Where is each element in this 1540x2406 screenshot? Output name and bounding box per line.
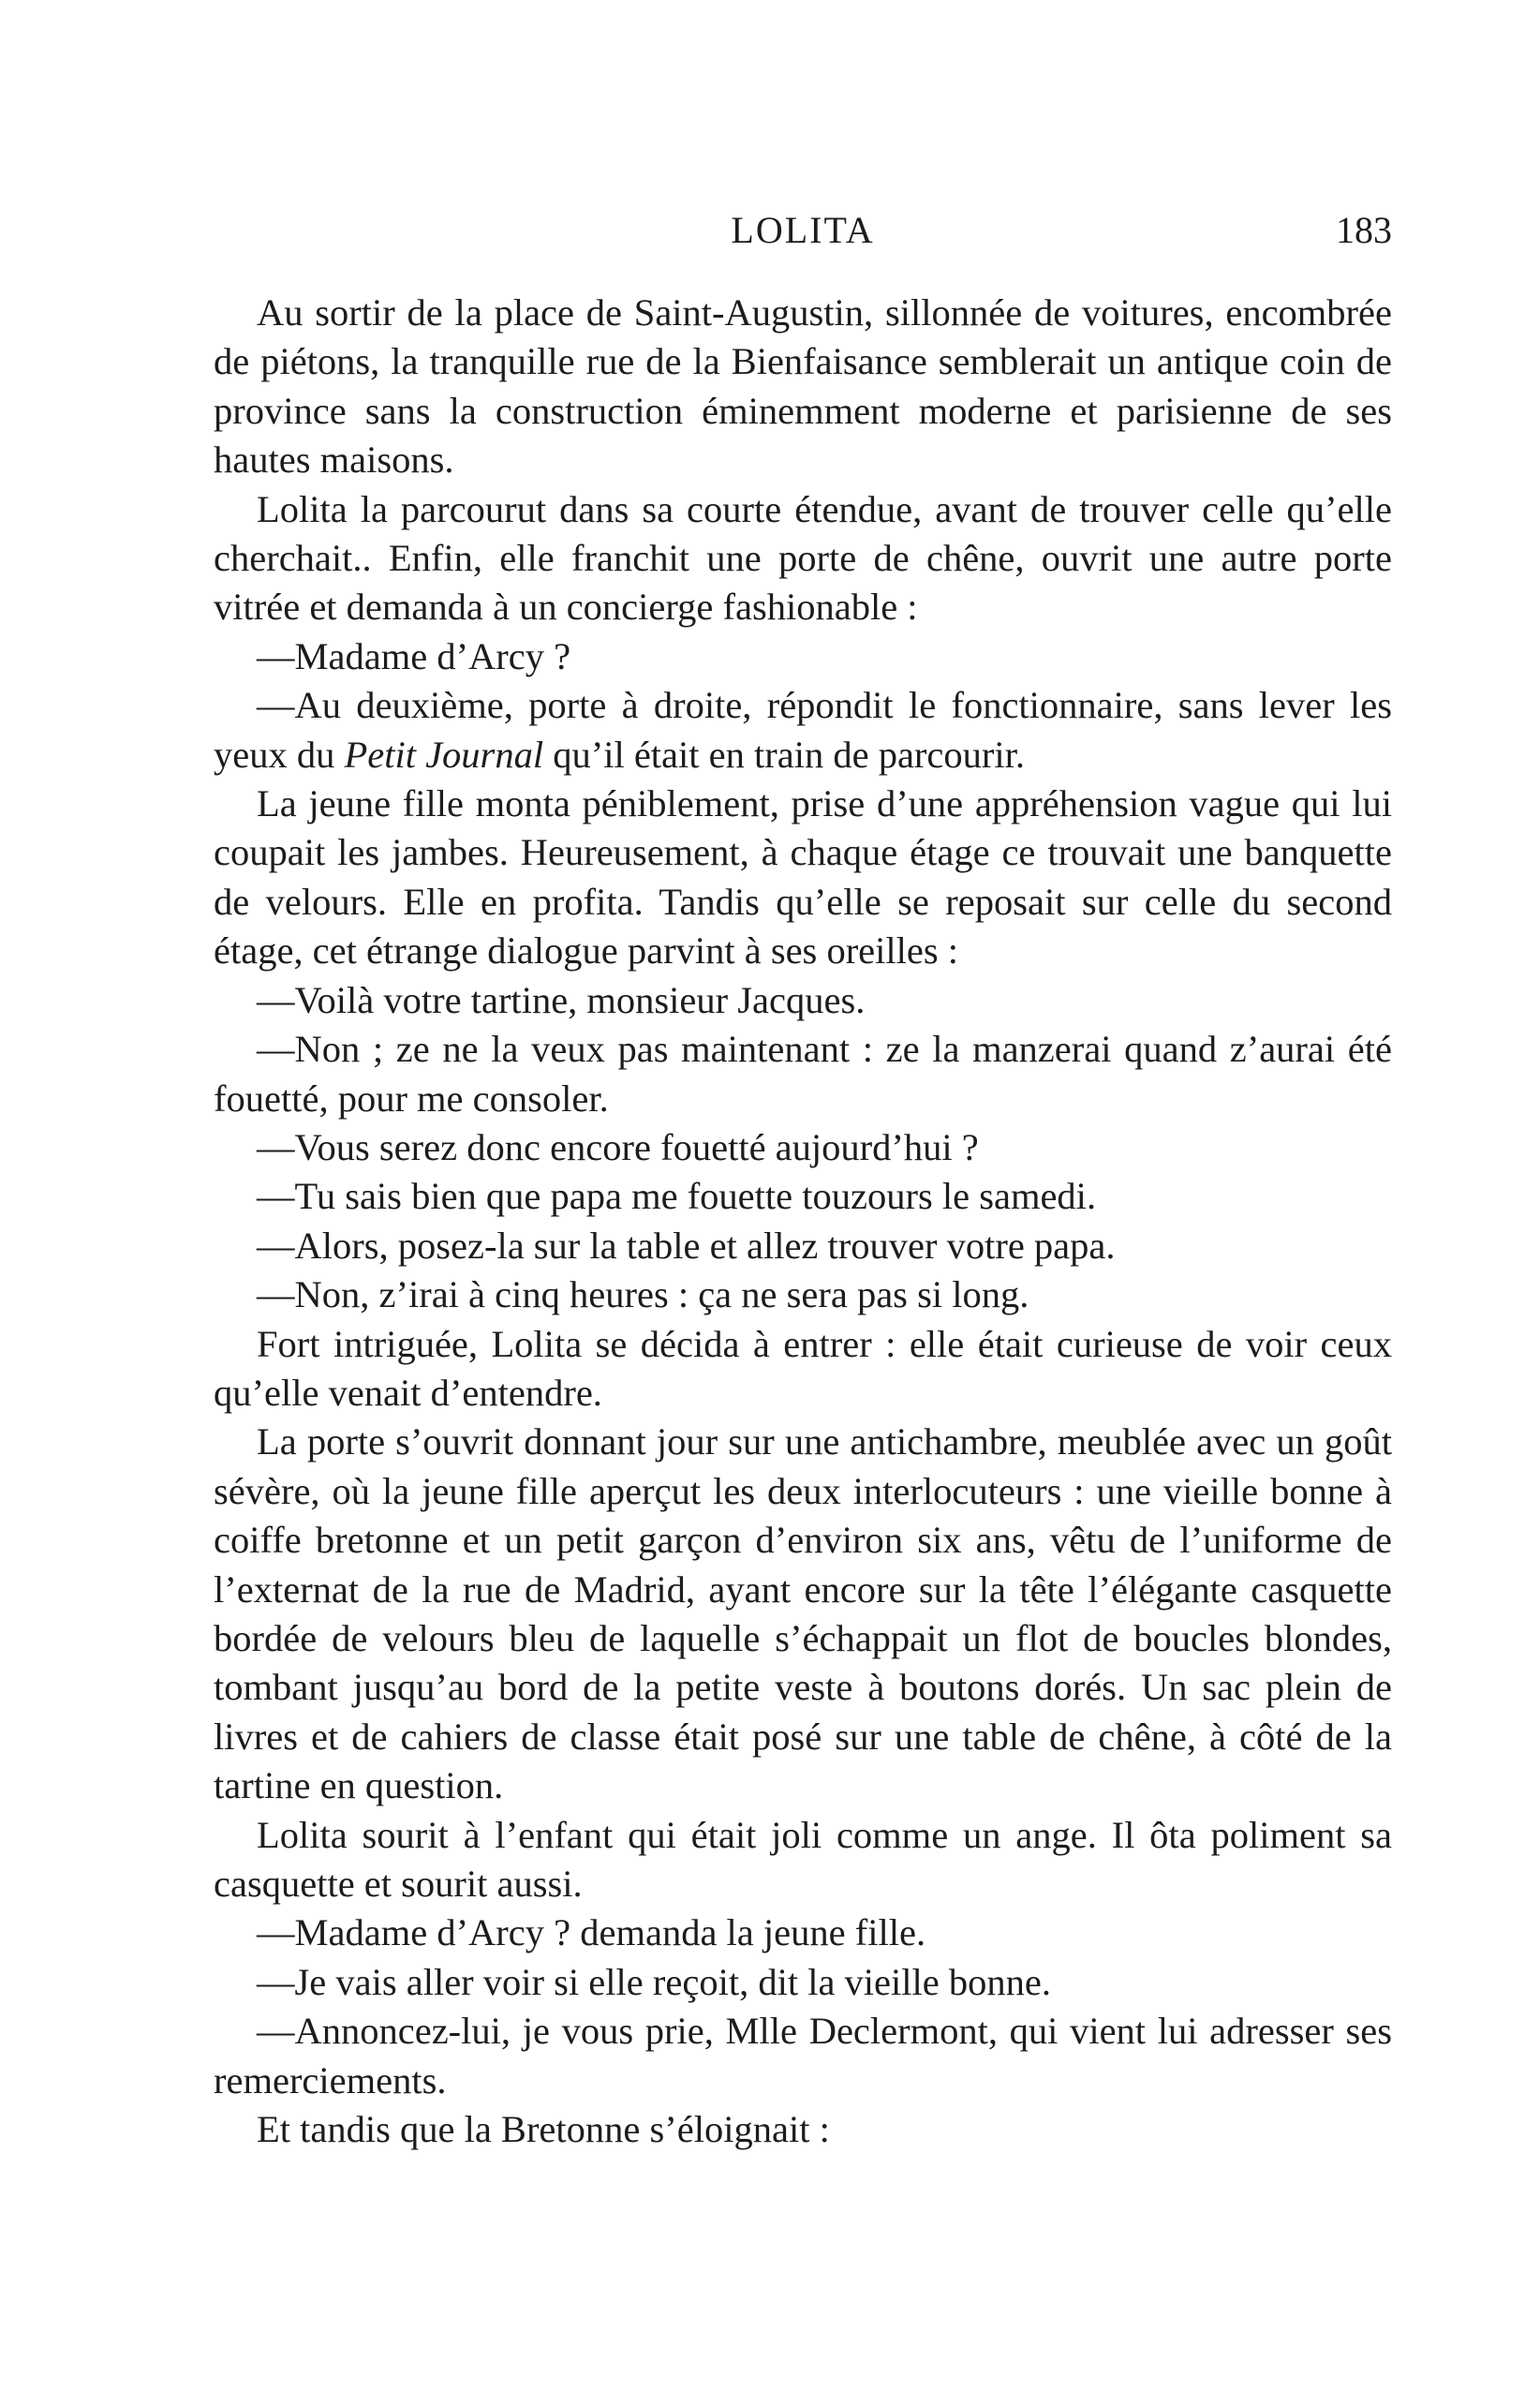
paragraph: Au sortir de la place de Saint-Augustin, sillonnée de voitures, encombrée de piétons, la tranquille rue de la Bienfaisance semblerait un antique coin de province sans la construction éminemment moderne et parisienne de ses hautes maisons.	[214, 291, 1392, 482]
dialogue-text: —Au deuxième, porte à droite, répondit le fonctionnaire, sans lever les yeux du	[214, 684, 1392, 776]
dialogue-line: —Madame d’Arcy ? demanda la jeune fille.	[257, 1911, 926, 1954]
running-title: LOLITA	[731, 209, 875, 251]
paragraph: Lolita la parcourut dans sa courte étendue, avant de trouver celle qu’elle cherchait.. Enfin, elle franchit une porte de chêne, ouvrit une autre porte vitrée et demanda à un concierge fashionable :	[214, 487, 1392, 629]
paragraph: La jeune fille monta péniblement, prise d’une appréhension vague qui lui coupait les jambes. Heureusement, à chaque étage ce trouvait une banquette de velours. Elle en profita. Tandis qu’elle se reposait sur celle du second étage, cet étrange dialogue parvint à ses oreilles :	[214, 782, 1392, 973]
body-text	[214, 289, 1392, 2154]
dialogue-line: —Voilà votre tartine, monsieur Jacques.	[257, 978, 866, 1021]
dialogue-line: —Tu sais bien que papa me fouette touzours le samedi.	[257, 1175, 1097, 1218]
dialogue-line: —Annoncez-lui, je vous prie, Mlle Declermont, qui vient lui adresser ses remerciements.	[214, 2010, 1392, 2102]
dialogue-line: —Non ; ze ne la veux pas maintenant : ze la manzerai quand z’aurai été fouetté, pour me consoler.	[214, 1028, 1392, 1120]
dialogue-line: —Non, z’irai à cinq heures : ça ne sera pas si long.	[257, 1273, 1029, 1316]
paragraph: Lolita sourit à l’enfant qui était joli comme un ange. Il ôta poliment sa casquette et sourit aussi.	[214, 1813, 1392, 1905]
running-head	[214, 204, 1392, 257]
paragraph: Et tandis que la Bretonne s’éloignait :	[257, 2108, 830, 2151]
newspaper-title: Petit Journal	[344, 733, 544, 776]
page-number: 183	[1336, 209, 1392, 251]
dialogue-text: qu’il était en train de parcourir.	[543, 733, 1026, 776]
dialogue-line	[214, 681, 1392, 780]
paragraph: Fort intriguée, Lolita se décida à entrer : elle était curieuse de voir ceux qu’elle venait d’entendre.	[214, 1322, 1392, 1414]
dialogue-line: —Vous serez donc encore fouetté aujourd’hui ?	[257, 1125, 979, 1168]
paragraph: La porte s’ouvrit donnant jour sur une antichambre, meublée avec un goût sévère, où la jeune fille aperçut les deux interlocuteurs : une vieille bonne à coiffe bretonne et un petit garçon d’environ six ans, vêtu de l’uniforme de l’externat de la rue de Madrid, ayant encore sur la tête l’élégante casquette bordée de velours bleu de laquelle s’échappait un flot de boucles blondes, tombant jusqu’au bord de la petite veste à boutons dorés. Un sac plein de livres et de cahiers de classe était posé sur une table de chêne, à côté de la tartine en question.	[214, 1420, 1392, 1807]
dialogue-line: —Madame d’Arcy ?	[257, 634, 571, 677]
dialogue-line: —Alors, posez-la sur la table et allez trouver votre papa.	[257, 1224, 1116, 1267]
dialogue-line: —Je vais aller voir si elle reçoit, dit la vieille bonne.	[257, 1960, 1051, 2003]
